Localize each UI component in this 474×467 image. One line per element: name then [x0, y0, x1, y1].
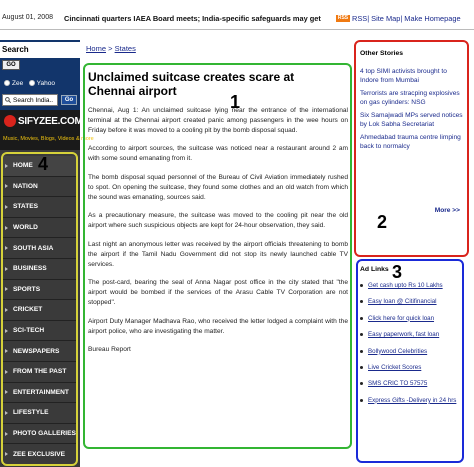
arrow-right-icon: [5, 370, 8, 374]
annotation-number-3: 3: [392, 262, 403, 282]
ad-link[interactable]: Live Cricket Scores: [360, 364, 460, 371]
ad-link[interactable]: Bollywood Celebrities: [360, 348, 460, 355]
arrow-right-icon: [5, 164, 8, 168]
bullet-icon: [360, 333, 363, 336]
other-story-link[interactable]: Six Samajwadi MPs served notices by Lok Sabha Secretariat: [360, 112, 463, 128]
nav-item-cricket[interactable]: CRICKET: [2, 300, 76, 321]
ad-links-panel: [356, 262, 464, 462]
article-paragraph: The post-card, bearing the seal of Anna Nagar post office in the city stated that "the airport would be bombed if the services of the Arasu Cable TV Corporation are not stopped".: [88, 279, 348, 306]
logo-mark-icon: [4, 115, 16, 127]
article-paragraph: Chennai, Aug 1: An unclaimed suitcase lying near the entrance of the international terminal at the Chennai airport created panic among passengers in the wee hours on Friday before it was moved to a cooling pit by the bomb disposal squad.: [88, 107, 348, 134]
other-story-link[interactable]: Ahmedabad trauma centre limping back to normalcy: [360, 134, 461, 150]
nav-item-home[interactable]: HOME: [2, 156, 76, 177]
arrow-right-icon: [5, 329, 8, 333]
zee-radio[interactable]: [4, 80, 10, 86]
other-stories-panel: [356, 44, 468, 256]
annotation-number-2: 2: [377, 212, 388, 232]
more-stories-link[interactable]: More >>: [434, 207, 460, 214]
bullet-icon: [360, 366, 363, 369]
search-heading: Search: [0, 42, 80, 58]
breadcrumb: [86, 44, 136, 53]
nav-item-south-asia[interactable]: SOUTH ASIA: [2, 238, 76, 259]
zee-radio-label: Zee: [12, 80, 24, 87]
ad-link[interactable]: Easy loan @ Citifinancial: [360, 298, 460, 305]
nav-item-photo-galleries[interactable]: PHOTO GALLERIES: [2, 424, 76, 445]
ad-link[interactable]: SMS CRIC TO 57575: [360, 380, 460, 387]
article-paragraph: Airport Duty Manager Madhava Rao, who received the letter lodged a complaint with the airport police, who are investigating the matter.: [88, 317, 348, 335]
other-story-link[interactable]: 4 top SIMI activists brought to Indore from Mumbai: [360, 68, 447, 84]
nav-item-sports[interactable]: SPORTS: [2, 280, 76, 301]
nav-item-business[interactable]: BUSINESS: [2, 259, 76, 280]
site-logo[interactable]: [0, 110, 94, 150]
arrow-right-icon: [5, 452, 8, 456]
search-engine-options: [4, 80, 55, 87]
annotation-number-4: 4: [38, 154, 49, 174]
nav-item-states[interactable]: STATES: [2, 197, 76, 218]
article-title: Unclaimed suitcase creates scare at Chennai airport: [88, 70, 295, 98]
ad-link[interactable]: Get cash upto Rs 10 Lakhs: [360, 282, 460, 289]
rss-icon[interactable]: RSS: [337, 15, 349, 21]
article-paragraph: Last night an anonymous letter was received by the airport officials threatening to bomb the airport if the Tamil Nadu Government did not stop its newly launched cable TV services.: [88, 240, 348, 268]
nav-item-zee-exclusive[interactable]: ZEE EXCLUSIVE: [2, 444, 76, 465]
article-paragraph: According to airport sources, the suitcase was noticed near a restaurant around 2 am with some sound emanating from it.: [88, 145, 348, 163]
nav-item-lifestyle[interactable]: LIFESTYLE: [2, 403, 76, 424]
main-nav: [2, 156, 76, 465]
article-byline: Bureau Report: [88, 346, 131, 354]
nav-item-newspapers[interactable]: NEWSPAPERS: [2, 341, 76, 362]
arrow-right-icon: [5, 287, 8, 291]
arrow-right-icon: [5, 267, 8, 271]
top-bar: [0, 0, 474, 30]
other-stories-heading: Other Stories: [360, 50, 404, 57]
nav-item-world[interactable]: WORLD: [2, 218, 76, 239]
arrow-right-icon: [5, 246, 8, 250]
nav-item-entertainment[interactable]: ENTERTAINMENT: [2, 383, 76, 404]
top-links[interactable]: RSS| Site Map| Make Homepage: [352, 14, 461, 23]
arrow-right-icon: [5, 184, 8, 188]
bullet-icon: [360, 399, 363, 402]
search-icon: [5, 97, 11, 103]
nav-item-from-the-past[interactable]: FROM THE PAST: [2, 362, 76, 383]
bullet-icon: [360, 317, 363, 320]
other-story-link[interactable]: Terrorists are stracping explosives on gas cylinders: NSG: [360, 90, 460, 106]
bullet-icon: [360, 284, 363, 287]
ad-link[interactable]: Express Gifts -Delivery in 24 hrs: [360, 397, 460, 404]
ad-link[interactable]: Click here for quick loan: [360, 315, 460, 322]
breadcrumb-home-link[interactable]: Home: [86, 44, 107, 53]
search-input-value: Search India..: [13, 96, 54, 104]
date-label: August 01, 2008: [2, 14, 53, 21]
bullet-icon: [360, 350, 363, 353]
ad-link[interactable]: Easy paperwork, fast loan: [360, 331, 460, 338]
news-ticker[interactable]: Cincinnati quarters IAEA Board meets; India-specific safeguards may get: [64, 14, 321, 23]
yahoo-radio-label: Yahoo: [36, 80, 55, 87]
nav-item-nation[interactable]: NATION: [2, 177, 76, 198]
yahoo-radio[interactable]: [29, 80, 35, 86]
logo-tagline: Music, Movies, Blogs, Videos & more: [3, 136, 94, 142]
arrow-right-icon: [5, 349, 8, 353]
annotation-number-1: 1: [230, 92, 241, 112]
breadcrumb-separator: >: [108, 44, 113, 53]
go-button[interactable]: GO: [2, 60, 20, 70]
nav-item-sci-tech[interactable]: SCI-TECH: [2, 321, 76, 342]
breadcrumb-states-link[interactable]: States: [114, 44, 136, 53]
article-paragraph: As a precautionary measure, the suitcase was moved to the cooling pit near the old airport where such suspicious objects are kept for 24-hour observation, they said.: [88, 212, 348, 230]
arrow-right-icon: [5, 205, 8, 209]
arrow-right-icon: [5, 411, 8, 415]
arrow-right-icon: [5, 226, 8, 230]
ad-links-heading: Ad Links: [360, 266, 389, 273]
search-go-button[interactable]: Go: [61, 95, 77, 105]
logo-brand: SIFYZEE.COM: [18, 116, 83, 127]
article-body: [84, 64, 352, 449]
arrow-right-icon: [5, 432, 8, 436]
search-input[interactable]: [2, 94, 58, 106]
article-paragraph: The bomb disposal squad personnel of the Bureau of Civil Aviation immediately rushed to spot. On opening the suitcase, they found some clothes and an old watch from which the sound was emanating, sources said.: [88, 173, 348, 201]
bullet-icon: [360, 382, 363, 385]
bullet-icon: [360, 300, 363, 303]
arrow-right-icon: [5, 390, 8, 394]
arrow-right-icon: [5, 308, 8, 312]
